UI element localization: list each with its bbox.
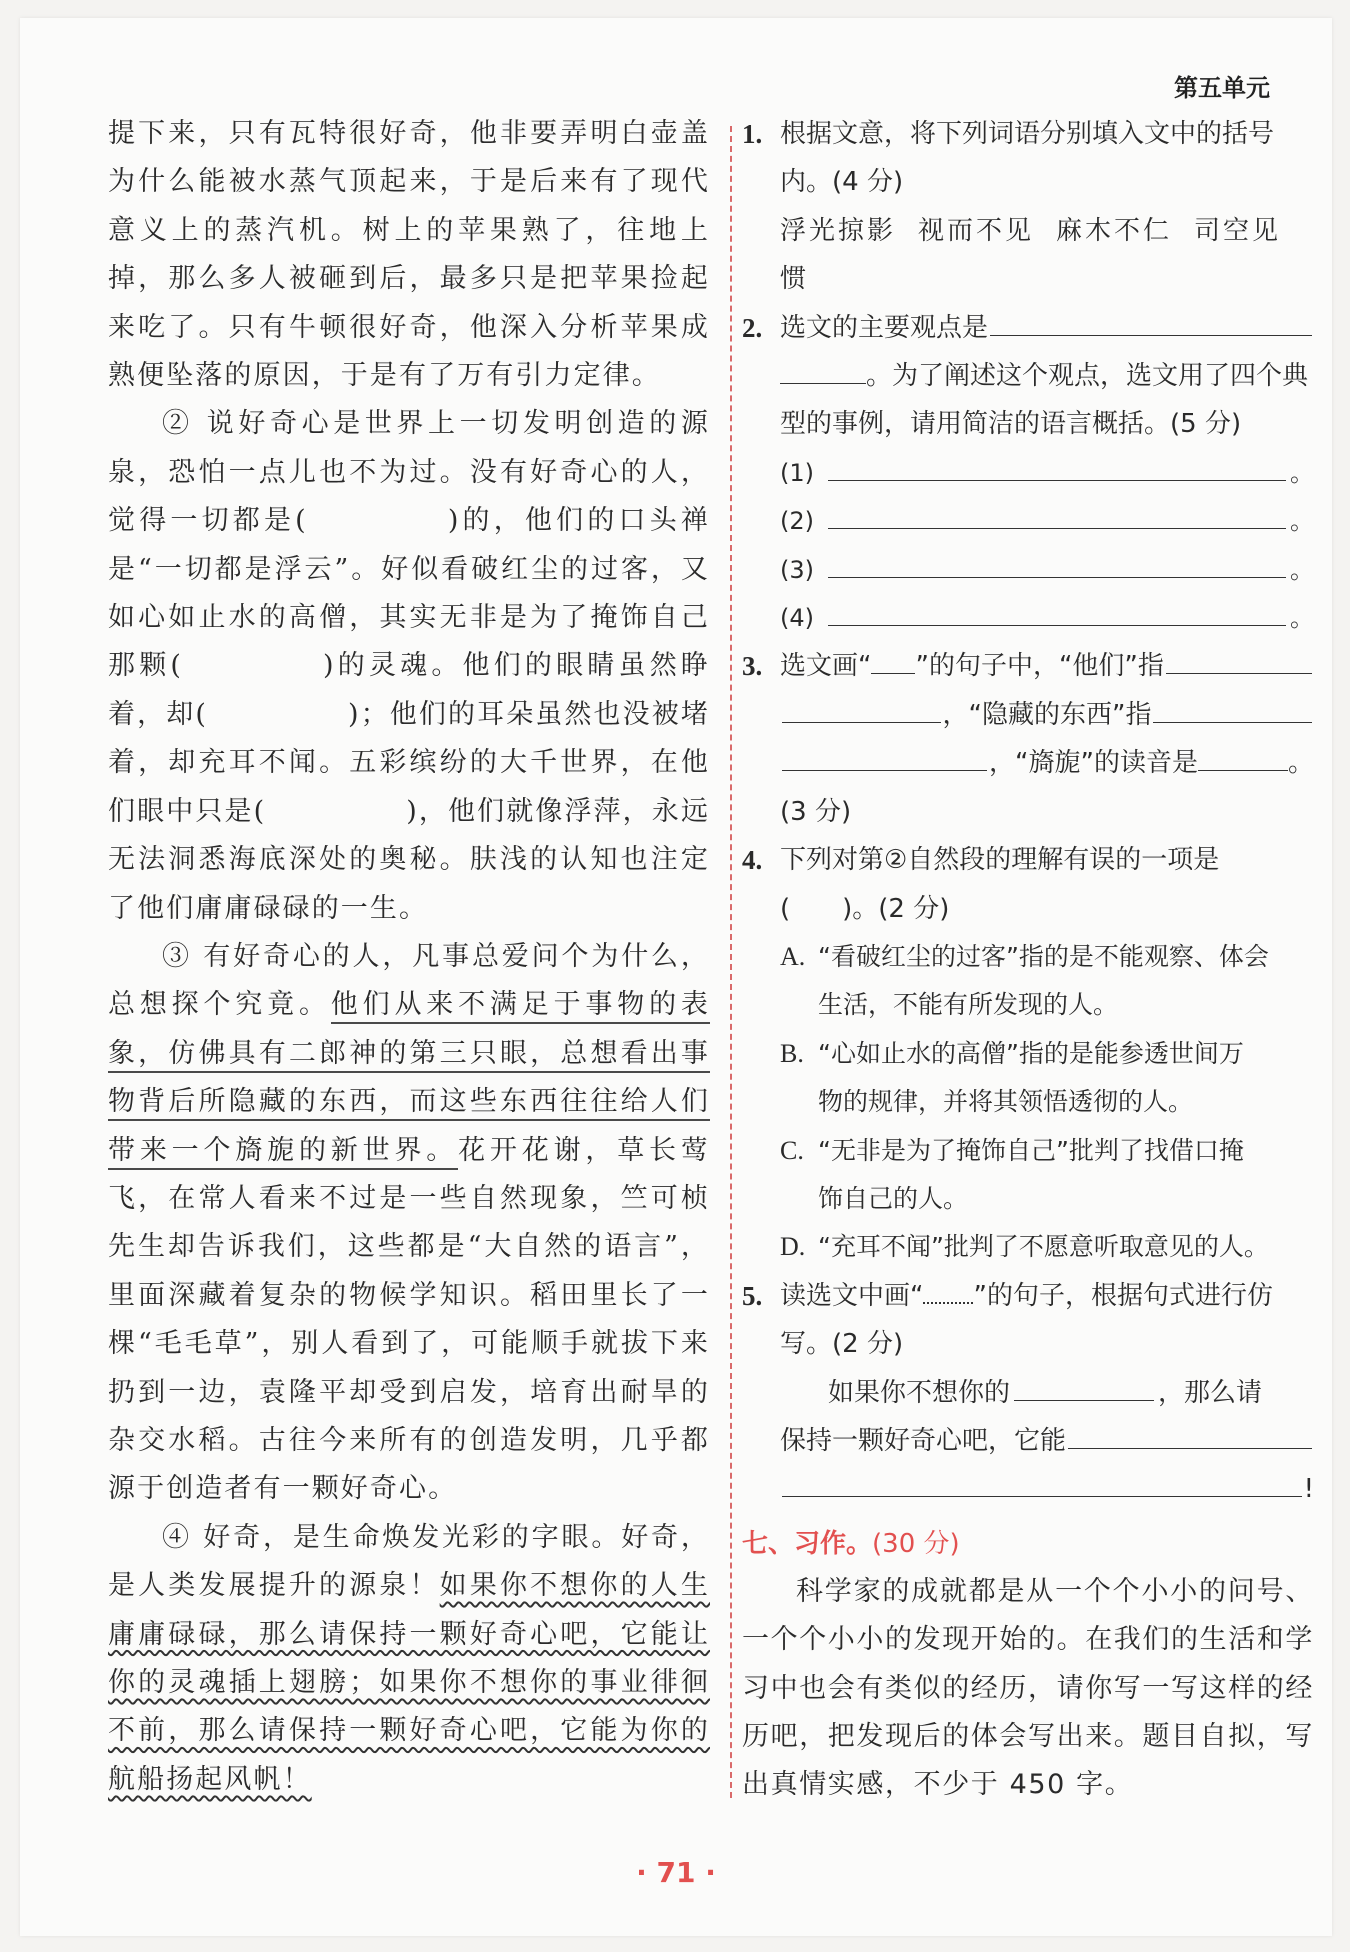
paragraph-4: ④ 好奇，是生命焕发光彩的字眼。好奇，是人类发展提升的源泉！如果你不想你的人生庸庸碌碌，那么请保持一颗好奇心吧，它能让你的灵魂插上翅膀；如果你不想你的事业徘徊不前，那么请保持一颗好奇心吧，它能为你的航船扬起风帆！ xyxy=(108,1521,710,1795)
question-4: 4. 下列对第②自然段的理解有误的一项是 ( )。(2 分) xyxy=(742,845,1220,924)
paragraph-1: 提下来，只有瓦特很好奇，他非要弄明白壶盖为什么能被水蒸气顶起来，于是后来有了现代意义上的蒸汽机。树上的苹果熟了，往地上掉，那么多人被砸到后，最多只是把苹果捡起来吃了。只有牛顿很好奇，他深入分析苹果成熟便坠落的原因，于是有了万有引力定律。 xyxy=(108,118,710,392)
wavy-underlined-sentence: 如果你不想你的人生庸庸碌碌，那么请保持一颗好奇心吧，它能让你的灵魂插上翅膀；如果你不想你的事业徘徊不前，那么请保持一颗好奇心吧，它能为你的航船扬起风帆！ xyxy=(108,1570,710,1795)
answer-blank[interactable] xyxy=(1068,1418,1312,1449)
answer-blank[interactable] xyxy=(780,357,866,384)
underlined-sentence: 他们从来不满足于事物的表象，仿佛具有二郎神的第三只眼，总想看出事物背后所隐藏的东西，而这些东西往往给人们带来一个旖旎的新世界。 xyxy=(108,989,710,1169)
paragraph-3: ③ 有好奇心的人，凡事总爱问个为什么，总想探个究竟。他们从来不满足于事物的表象，仿佛具有二郎神的第三只眼，总想看出事物背后所隐藏的东西，而这些东西往往给人们带来一个旖旎的新世界。花开花谢，草长莺飞，在常人看来不过是一些自然现象，竺可桢先生却告诉我们，这些都是“大自然的语言”，里面深藏着复杂的物候学知识。稻田里长了一棵“毛毛草”，别人看到了，可能顺手就拔下来扔到一边，袁隆平却受到启发，培育出耐旱的杂交水稻。古往今来所有的创造发明，几乎都源于创造者有一颗好奇心。 xyxy=(108,940,710,1505)
answer-blank[interactable] xyxy=(1198,744,1288,771)
q2-item-4: (4) 。 xyxy=(742,594,1314,642)
unit-header: 第五单元 xyxy=(1174,74,1270,102)
option-b[interactable]: B. “心如止水的高僧”指的是能参透世间万 物的规律，并将其领悟透彻的人。 xyxy=(780,1038,1244,1117)
q2-item-3: (3) 。 xyxy=(742,546,1314,594)
question-2: 2. 选文的主要观点是 。为了阐述这个观点，选文用了四个典型的事例，请用简洁的语言概括。(5 分) xyxy=(742,304,1314,449)
workbook-page xyxy=(20,18,1332,1936)
question-5: 5. 读选文中画“ ”的句子，根据句式进行仿写。(2 分) 如果你不想你的 ，那么请 保持一颗好奇心吧，它能 ! xyxy=(742,1280,1314,1505)
question-1: 1. 根据文意，将下列词语分别填入文中的括号内。(4 分) xyxy=(742,119,1275,198)
answer-blank[interactable] xyxy=(828,450,1286,481)
answer-blank[interactable] xyxy=(782,740,987,771)
answer-blank[interactable] xyxy=(828,547,1286,578)
question-3: 3. 选文画“ ”的句子中，“他们”指 ，“隐藏的东西”指 ，“旖旎”的读音是 。 (3 分) xyxy=(742,642,1314,836)
option-c[interactable]: C. “无非是为了掩饰自己”批判了找借口掩 饰自己的人。 xyxy=(780,1135,1244,1213)
paragraph-2: ② 说好奇心是世界上一切发明创造的源泉，恐怕一点儿也不为过。没有好奇心的人，觉得一切都是( )的，他们的口头禅是“一切都是浮云”。好似看破红尘的过客，又如心如止水的高僧，其实无非是为了掩饰自己那颗( )的灵魂。他们的眼睛虽然睁着，却( )；他们的耳朵虽然也没被堵着，却充耳不闻。五彩缤纷的大千世界，在他们眼中只是( )，他们就像浮萍，永远无法洞悉海底深处的奥秘。肤浅的认知也注定了他们庸庸碌碌的一生。 xyxy=(108,408,711,924)
answer-blank[interactable] xyxy=(828,498,1286,529)
answer-blank[interactable] xyxy=(782,1466,1302,1497)
answer-blank[interactable] xyxy=(782,692,941,723)
essay-prompt: 科学家的成就都是从一个个小小的问号、一个个小小的发现开始的。在我们的生活和学习中也会有类似的经历，请你写一写这样的经历吧，把发现后的体会写出来。题目自拟，写出真情实感，不少于 450 字。 xyxy=(742,1575,1314,1801)
answer-blank[interactable] xyxy=(990,305,1312,336)
answer-blank[interactable] xyxy=(1166,643,1312,674)
word-bank: 浮光掠影 视而不见 麻木不仁 司空见惯 xyxy=(780,215,1282,295)
q2-item-2: (2) 。 xyxy=(742,497,1314,545)
answer-blank[interactable] xyxy=(828,595,1286,626)
option-a[interactable]: A. “看破红尘的过客”指的是不能观察、体会 生活，不能有所发现的人。 xyxy=(780,941,1269,1020)
page-number: · 71 · xyxy=(636,1856,716,1889)
questions xyxy=(742,110,1314,1810)
column-divider xyxy=(730,126,732,1798)
section-title: 七、习作。(30 分) xyxy=(742,1528,960,1559)
reading-passage xyxy=(108,110,710,1804)
answer-blank[interactable] xyxy=(1153,692,1312,723)
answer-blank[interactable] xyxy=(1014,1374,1154,1401)
q2-item-1: (1) 。 xyxy=(742,449,1314,497)
option-d[interactable]: D. “充耳不闻”批判了不愿意听取意见的人。 xyxy=(780,1232,1269,1262)
